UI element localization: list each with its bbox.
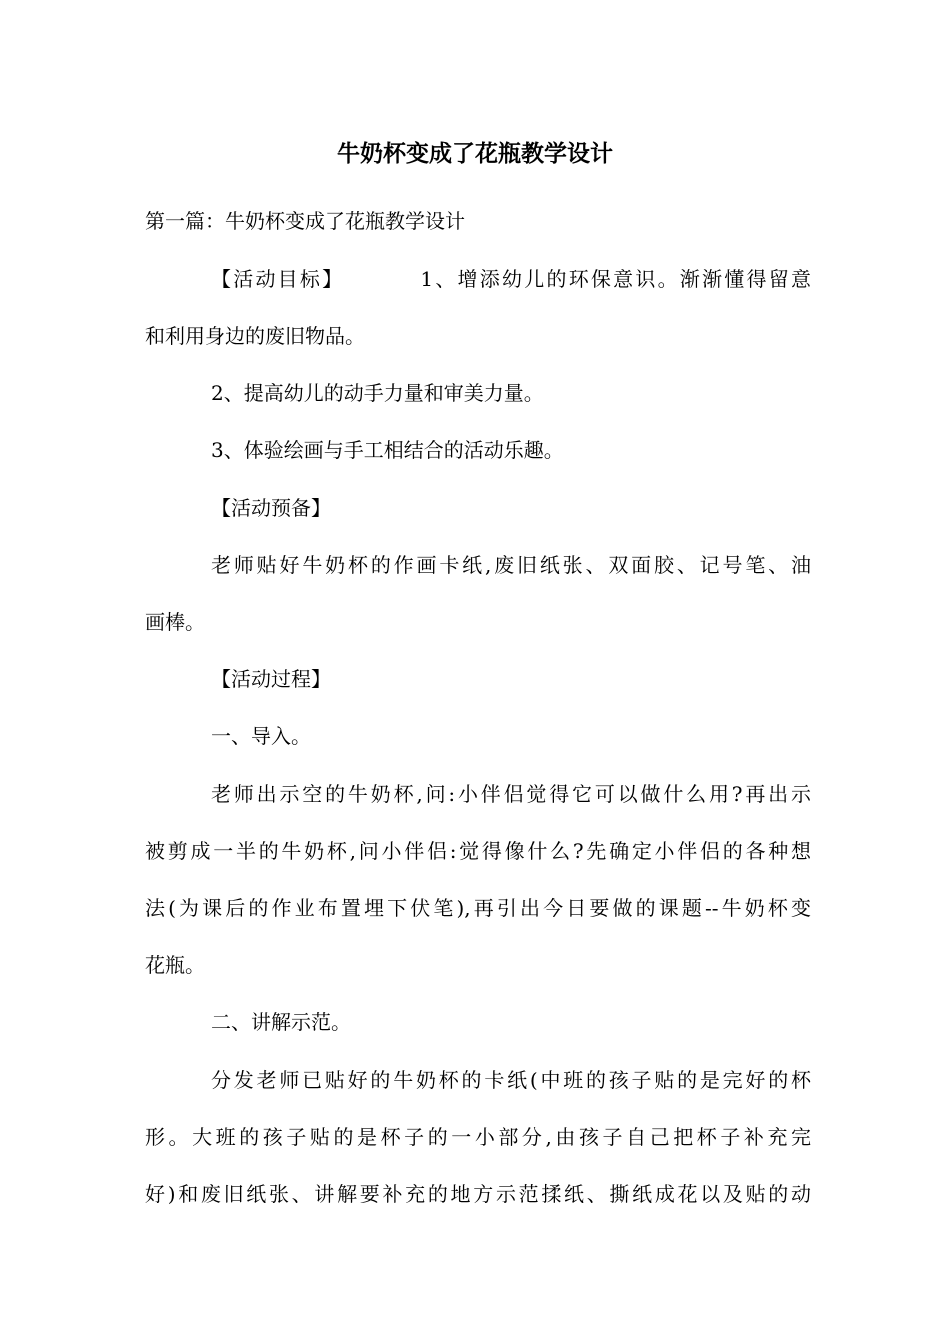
section-heading: 【活动过程】	[211, 667, 331, 691]
section-heading: 第一篇：牛奶杯变成了花瓶教学设计	[145, 209, 465, 233]
section-heading: 【活动预备】	[211, 496, 331, 520]
paragraph-line: 法(为课后的作业布置埋下伏笔),再引出今日要做的课题--牛奶杯变	[145, 896, 811, 920]
paragraph-line: 老师出示空的牛奶杯,问:小伴侣觉得它可以做什么用?再出示	[211, 782, 811, 806]
paragraph-line: 被剪成一半的牛奶杯,问小伴侣:觉得像什么?先确定小伴侣的各种想	[145, 839, 811, 863]
goal-item-1: 1、增添幼儿的环保意识。渐渐懂得留意	[420, 267, 811, 291]
paragraph-line: 老师贴好牛奶杯的作画卡纸,废旧纸张、双面胶、记号笔、油	[211, 553, 811, 577]
document-title: 牛奶杯变成了花瓶教学设计	[337, 140, 613, 167]
paragraph-line: 画棒。	[145, 610, 205, 634]
activity-goal-heading: 【活动目标】	[211, 267, 345, 291]
paragraph-line: 形。大班的孩子贴的是杯子的一小部分,由孩子自己把杯子补充完	[145, 1125, 811, 1149]
paragraph-line: 二、讲解示范。	[211, 1010, 351, 1034]
paragraph-line: 2、提高幼儿的动手力量和审美力量。	[211, 381, 544, 405]
paragraph-line: 好)和废旧纸张、讲解要补充的地方示范揉纸、撕纸成花以及贴的动	[145, 1182, 811, 1206]
paragraph-line: 3、体验绘画与手工相结合的活动乐趣。	[211, 438, 564, 462]
paragraph-line: 分发老师已贴好的牛奶杯的卡纸(中班的孩子贴的是完好的杯	[211, 1068, 811, 1092]
paragraph-line: 和利用身边的废旧物品。	[145, 324, 365, 348]
paragraph-line	[211, 261, 811, 297]
paragraph-line: 花瓶。	[145, 953, 205, 977]
paragraph-line: 一、导入。	[211, 724, 311, 748]
